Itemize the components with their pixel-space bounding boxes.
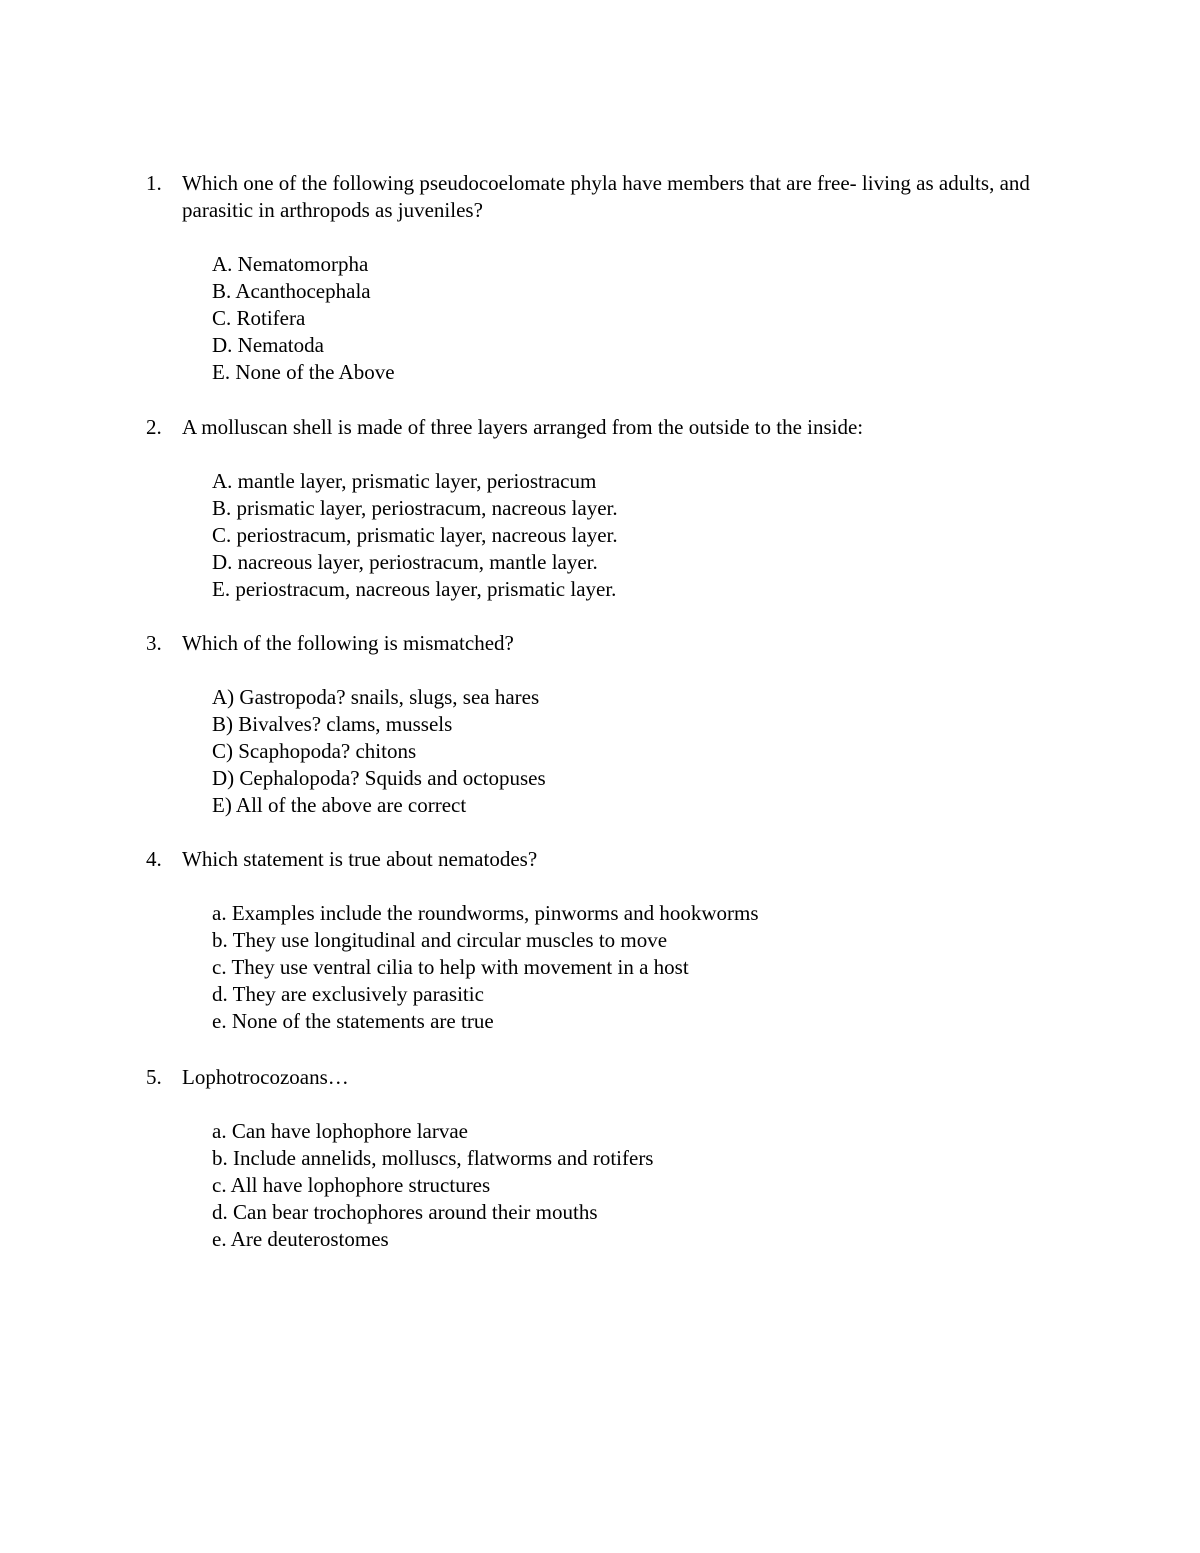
answer-option: e. Are deuterostomes <box>212 1227 389 1251</box>
question-number: 3. <box>146 631 162 655</box>
answer-option: c. They use ventral cilia to help with movement in a host <box>212 955 689 979</box>
answer-option: E. None of the Above <box>212 360 395 384</box>
question-4 <box>146 846 1046 1035</box>
question-stem <box>146 846 1046 873</box>
answer-option: A) Gastropoda? snails, slugs, sea hares <box>212 685 540 709</box>
question-text: Which one of the following pseudocoelomate phyla have members that are free- living as adults, and parasitic in arthropods as juveniles? <box>182 171 1030 222</box>
answer-option: D) Cephalopoda? Squids and octopuses <box>212 766 546 790</box>
question-text: Which statement is true about nematodes? <box>182 847 538 871</box>
answer-option: D. Nematoda <box>212 333 324 357</box>
answer-option: b. Include annelids, molluscs, flatworms and rotifers <box>212 1146 654 1170</box>
answer-option: C. periostracum, prismatic layer, nacreous layer. <box>212 523 618 547</box>
question-1 <box>146 170 1046 386</box>
answer-option: E. periostracum, nacreous layer, prismatic layer. <box>212 577 617 601</box>
answer-option: B) Bivalves? clams, mussels <box>212 712 453 736</box>
answer-options <box>146 251 1046 386</box>
answer-option: B. prismatic layer, periostracum, nacreous layer. <box>212 496 618 520</box>
answer-options <box>146 1118 1046 1253</box>
question-2 <box>146 414 1046 603</box>
question-text: Lophotrocozoans… <box>182 1065 349 1089</box>
question-stem <box>146 170 1046 224</box>
answer-option: C. Rotifera <box>212 306 306 330</box>
answer-option: a. Can have lophophore larvae <box>212 1119 468 1143</box>
question-text: A molluscan shell is made of three layers arranged from the outside to the inside: <box>182 415 864 439</box>
answer-option: b. They use longitudinal and circular muscles to move <box>212 928 668 952</box>
question-3 <box>146 630 1046 819</box>
answer-options <box>146 900 1046 1035</box>
answer-option: d. Can bear trochophores around their mouths <box>212 1200 598 1224</box>
answer-option: A. Nematomorpha <box>212 252 369 276</box>
question-number: 2. <box>146 415 162 439</box>
question-stem <box>146 630 1046 657</box>
answer-option: d. They are exclusively parasitic <box>212 982 484 1006</box>
answer-option: e. None of the statements are true <box>212 1009 494 1033</box>
answer-options <box>146 684 1046 819</box>
answer-option: A. mantle layer, prismatic layer, periostracum <box>212 469 597 493</box>
question-number: 1. <box>146 171 162 195</box>
answer-option: D. nacreous layer, periostracum, mantle layer. <box>212 550 598 574</box>
question-5 <box>146 1064 1046 1253</box>
answer-option: C) Scaphopoda? chitons <box>212 739 417 763</box>
answer-option: a. Examples include the roundworms, pinworms and hookworms <box>212 901 759 925</box>
question-number: 4. <box>146 847 162 871</box>
answer-option: B. Acanthocephala <box>212 279 371 303</box>
answer-option: c. All have lophophore structures <box>212 1173 491 1197</box>
question-text: Which of the following is mismatched? <box>182 631 514 655</box>
answer-options <box>146 468 1046 603</box>
question-stem <box>146 1064 1046 1091</box>
question-number: 5. <box>146 1065 162 1089</box>
answer-option: E) All of the above are correct <box>212 793 467 817</box>
question-stem <box>146 414 1046 441</box>
